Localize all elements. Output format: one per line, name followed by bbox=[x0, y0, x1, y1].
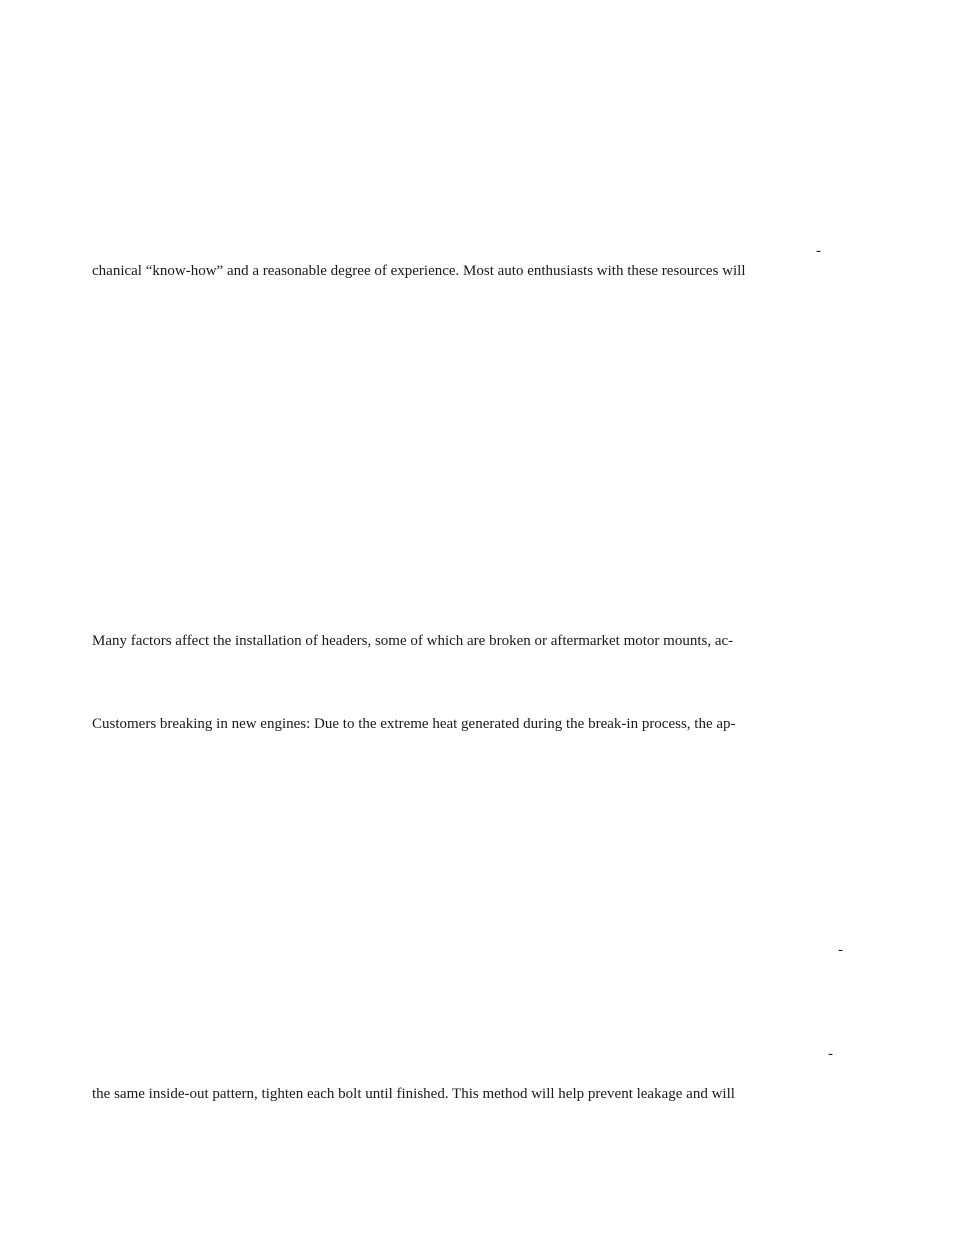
text-line: Customers breaking in new engines: Due to the extreme heat generated during the break-in process, the ap- bbox=[92, 716, 736, 732]
text-line: the same inside-out pattern, tighten each bolt until finished. This method will help prevent leakage and will bbox=[92, 1086, 735, 1102]
hyphen-fragment: - bbox=[828, 1046, 833, 1062]
text-line: chanical “know-how” and a reasonable degree of experience. Most auto enthusiasts with these resources will bbox=[92, 263, 746, 279]
hyphen-fragment: - bbox=[838, 942, 843, 958]
text-line: Many factors affect the installation of headers, some of which are broken or aftermarket motor mounts, ac- bbox=[92, 633, 734, 649]
hyphen-fragment: - bbox=[816, 243, 821, 259]
